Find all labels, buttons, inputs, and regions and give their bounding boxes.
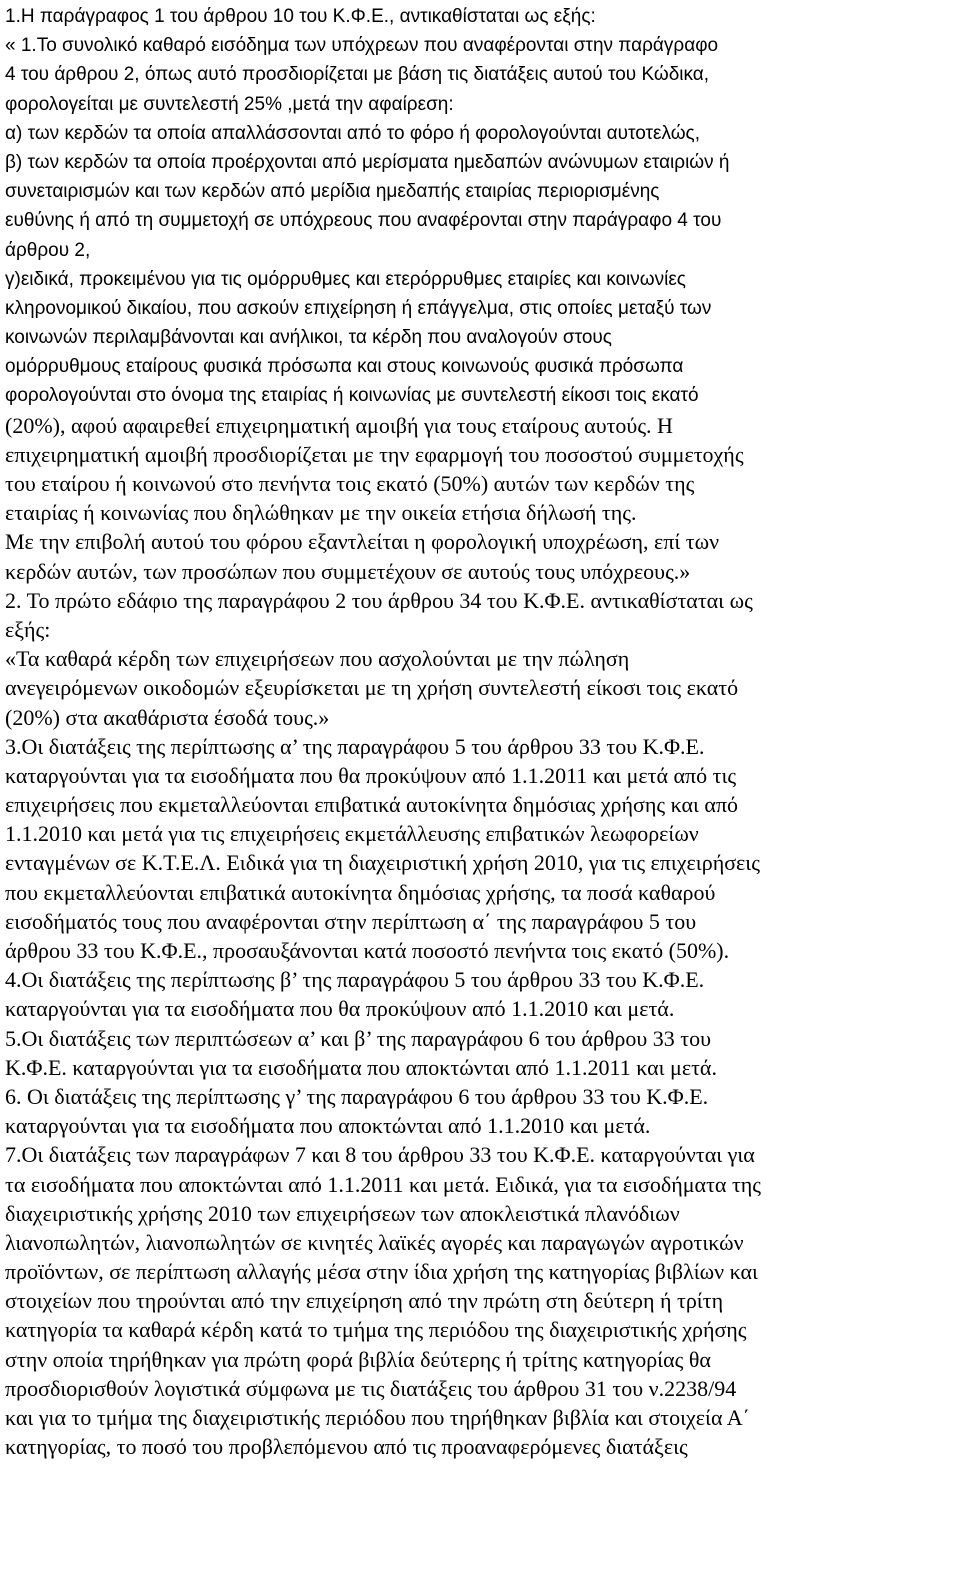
text-line: εξής: (5, 616, 51, 642)
text-line: διαχειριστικής χρήσης 2010 των επιχειρήσεων των αποκλειστικά πλανόδιων (5, 1200, 680, 1226)
text-line: 4 του άρθρου 2, όπως αυτό προσδιορίζεται με βάση τις διατάξεις αυτού του Κώδικα, (5, 64, 710, 86)
text-line: του εταίρου ή κοινωνού στο πενήντα τοις εκατό (50%) αυτών των κερδών της (5, 471, 695, 496)
text-line: κατηγορίας, το ποσό του προβλεπόμενου από τις προαναφερόμενες διατάξεις (5, 1434, 688, 1460)
text-line: επιχειρήσεις που εκμεταλλεύονται επιβατικά αυτοκίνητα δημόσιας χρήσης και από (5, 792, 739, 818)
text-line: και για το τμήμα της διαχειριστικής περιόδου που τηρήθηκαν βιβλία και στοιχεία Α΄ (5, 1405, 750, 1430)
text-line: « 1.Το συνολικό καθαρό εισόδημα των υπόχρεων που αναφέρονται στην παράγραφο (5, 35, 719, 57)
text-line: στην οποία τηρήθηκαν για πρώτη φορά βιβλία δεύτερης ή τρίτης κατηγορίας θα (5, 1346, 711, 1372)
text-line: Με την επιβολή αυτού του φόρου εξαντλείται η φορολογική υποχρέωση, επί των (5, 529, 720, 555)
text-line: 4.Οι διατάξεις της περίπτωσης β’ της παραγράφου 5 του άρθρου 33 του Κ.Φ.Ε. (5, 967, 705, 993)
text-line: φορολογούνται στο όνομα της εταιρίας ή κοινωνίας με συντελεστή είκοσι τοις εκατό (5, 385, 699, 407)
text-line: κατηγορία τα καθαρά κέρδη κατά το τμήμα της περιόδου της διαχειριστικής χρήσης (5, 1317, 747, 1343)
text-line: εισοδήματός τους που αναφέρονται στην περίπτωση α΄ της παραγράφου 5 του (5, 908, 697, 934)
text-line: ενταγμένων σε Κ.Τ.Ε.Λ. Ειδικά για τη διαχειριστική χρήση 2010, για τις επιχειρήσεις (5, 850, 760, 876)
text-line: (20%), αφού αφαιρεθεί επιχειρηματική αμοιβή για τους εταίρους αυτούς. Η (5, 412, 673, 438)
text-line: 1.1.2010 και μετά για τις επιχειρήσεις εκμετάλλευσης επιβατικών λεωφορείων (5, 821, 699, 847)
text-line: 1.Η παράγραφος 1 του άρθρου 10 του Κ.Φ.Ε., αντικαθίσταται ως εξής: (5, 6, 596, 27)
text-line: α) των κερδών τα οποία απαλλάσσονται από το φόρο ή φορολογούνται αυτοτελώς, (5, 122, 700, 144)
text-line: εταιρίας ή κοινωνίας που δηλώθηκαν με την οικεία ετήσια δήλωσή της. (5, 500, 637, 526)
text-line: προϊόντων, σε περίπτωση αλλαγής μέσα στην ίδια χρήση της κατηγορίας βιβλίων και (5, 1259, 758, 1285)
text-line: 3.Οι διατάξεις της περίπτωσης α’ της παραγράφου 5 του άρθρου 33 του Κ.Φ.Ε. (5, 733, 705, 759)
text-line: προσδιορισθούν λογιστικά σύμφωνα με τις διατάξεις του άρθρου 31 του ν.2238/94 (5, 1375, 737, 1401)
text-line: επιχειρηματική αμοιβή προσδιορίζεται με την εφαρμογή του ποσοστού συμμετοχής (5, 441, 744, 467)
document-page (5, 2, 955, 1461)
text-line: που εκμεταλλεύονται επιβατικά αυτοκίνητα δημόσιας χρήσης, τα ποσά καθαρού (5, 879, 716, 905)
text-line: κοινωνών περιλαμβάνονται και ανήλικοι, τα κέρδη που αναλογούν στους (5, 327, 612, 349)
text-line: β) των κερδών τα οποία προέρχονται από μερίσματα ημεδαπών ανώνυμων εταιριών ή (5, 151, 730, 173)
text-line: ομόρρυθμους εταίρους φυσικά πρόσωπα και στους κοινωνούς φυσικά πρόσωπα (5, 356, 684, 378)
text-line: 5.Οι διατάξεις των περιπτώσεων α’ και β’ της παραγράφου 6 του άρθρου 33 του (5, 1025, 711, 1051)
text-line: καταργούνται για τα εισοδήματα που αποκτώνται από 1.1.2010 και μετά. (5, 1113, 651, 1139)
text-line: γ)ειδικά, προκειμένου για τις ομόρρυθμες και ετερόρρυθμες εταιρίες και κοινωνίες (5, 268, 686, 290)
text-line: κληρονομικού δικαίου, που ασκούν επιχείρηση ή επάγγελμα, στις οποίες μεταξύ των (5, 297, 712, 319)
text-line: άρθρου 33 του Κ.Φ.Ε., προσαυξάνονται κατά ποσοστό πενήντα τοις εκατό (50%). (5, 938, 730, 963)
text-line: «Τα καθαρά κέρδη των επιχειρήσεων που ασχολούνται με την πώληση (5, 646, 630, 672)
text-line: Κ.Φ.Ε. καταργούνται για τα εισοδήματα που αποκτώνται από 1.1.2011 και μετά. (5, 1054, 717, 1080)
text-line: ανεγειρόμενων οικοδομών εξευρίσκεται με τη χρήση συντελεστή είκοσι τοις εκατό (5, 675, 739, 701)
text-line: ευθύνης ή από τη συμμετοχή σε υπόχρεους που αναφέρονται στην παράγραφο 4 του (5, 210, 722, 232)
text-line: 2. Το πρώτο εδάφιο της παραγράφου 2 του άρθρου 34 του Κ.Φ.Ε. αντικαθίσταται ως (5, 587, 753, 613)
text-line: καταργούνται για τα εισοδήματα που θα προκύψουν από 1.1.2011 και μετά από τις (5, 762, 737, 788)
text-line: συνεταιρισμών και των κερδών από μερίδια ημεδαπής εταιρίας περιορισμένης (5, 181, 660, 203)
text-line: τα εισοδήματα που αποκτώνται από 1.1.2011 και μετά. Ειδικά, για τα εισοδήματα της (5, 1171, 762, 1197)
text-line: κερδών αυτών, των προσώπων που συμμετέχουν σε αυτούς τους υπόχρεους.» (5, 558, 691, 584)
text-line: λιανοπωλητών, λιανοπωλητών σε κινητές λαϊκές αγορές και παραγωγών αγροτικών (5, 1229, 744, 1255)
text-line: (20%) στα ακαθάριστα έσοδά τους.» (5, 704, 330, 730)
text-line: φορολογείται με συντελεστή 25% ,μετά την αφαίρεση: (5, 93, 454, 115)
text-line: καταργούνται για τα εισοδήματα που θα προκύψουν από 1.1.2010 και μετά. (5, 996, 675, 1022)
text-line: άρθρου 2, (5, 239, 91, 261)
text-line: 6. Οι διατάξεις της περίπτωσης γ’ της παραγράφου 6 του άρθρου 33 του Κ.Φ.Ε. (5, 1083, 709, 1109)
text-line: 7.Οι διατάξεις των παραγράφων 7 και 8 του άρθρου 33 του Κ.Φ.Ε. καταργούνται για (5, 1142, 755, 1168)
text-line: στοιχείων που τηρούνται από την επιχείρηση από την πρώτη στη δεύτερη ή τρίτη (5, 1288, 724, 1314)
